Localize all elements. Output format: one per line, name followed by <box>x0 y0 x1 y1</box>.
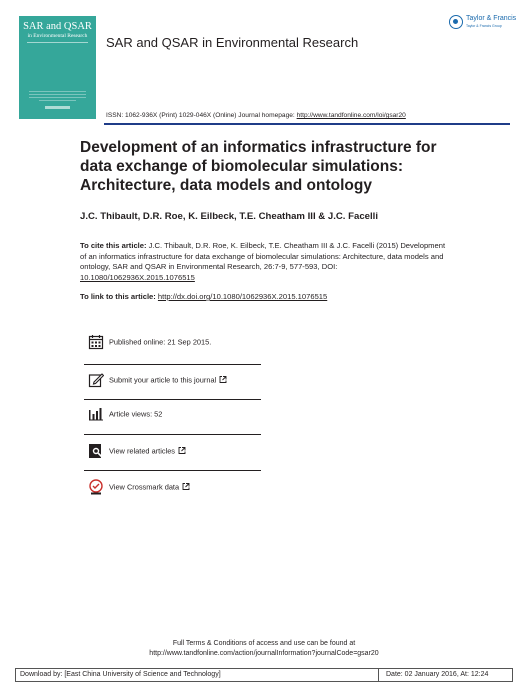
publisher-name: Taylor & Francis <box>466 15 517 22</box>
external-link-icon <box>219 376 227 384</box>
article-views-row <box>84 396 260 432</box>
terms-footer <box>0 639 528 658</box>
bar-chart-icon <box>88 406 104 422</box>
citation-doi-link[interactable]: 10.1080/1062936X.2015.1076515 <box>80 272 195 282</box>
cover-rule <box>27 42 88 43</box>
publisher-logo[interactable] <box>449 14 517 34</box>
article-views-text: Article views: 52 <box>109 409 163 419</box>
journal-title: SAR and QSAR in Environmental Research <box>106 35 359 50</box>
terms-link[interactable]: http://www.tandfonline.com/action/journalInformation?journalCode=gsar20 <box>149 649 379 657</box>
published-online-text: Published online: 21 Sep 2015. <box>109 337 212 347</box>
publisher-logo-icon <box>449 15 463 29</box>
citation-block <box>80 241 450 283</box>
cover-text-line <box>29 97 86 98</box>
citation-text: J.C. Thibault, D.R. Roe, K. Eilbeck, T.E. Cheatham III & J.C. Facelli (2015) Development of an informatics infrastructure for data exchange of biomolecular simulations: Architecture, data models and ontology, SAR and QSAR in Environmental Research, 26:7-9, 577-593, DOI: <box>80 241 446 272</box>
crossmark-row[interactable] <box>84 469 260 505</box>
calendar-icon <box>88 334 104 350</box>
published-online-row <box>84 324 260 360</box>
issn-text: ISSN: 1062-936X (Print) 1029-046X (Online) Journal homepage: <box>106 112 297 119</box>
submit-article-row[interactable] <box>84 362 260 398</box>
journal-cover <box>19 16 96 119</box>
cover-subtitle: in Environmental Research <box>27 33 88 39</box>
publisher-subtitle: Taylor & Francis Group <box>466 24 502 28</box>
cover-text-line <box>29 94 86 95</box>
cover-text-line <box>39 100 76 101</box>
header-rule <box>104 123 510 125</box>
article-link[interactable]: http://dx.doi.org/10.1080/1062936X.2015.1076515 <box>157 292 328 301</box>
article-title: Development of an informatics infrastructure for data exchange of biomolecular simulations: Architecture, data models and ontology <box>80 139 437 194</box>
cover-text-line <box>29 91 86 92</box>
article-link-label: To link to this article: <box>80 292 158 301</box>
external-link-icon <box>178 447 186 455</box>
terms-line: Full Terms & Conditions of access and use can be found at <box>172 640 356 647</box>
article-authors: J.C. Thibault, D.R. Roe, K. Eilbeck, T.E. Cheatham III & J.C. Facelli <box>80 211 379 222</box>
cover-publisher-logo <box>45 106 70 109</box>
crossmark-icon <box>88 479 104 495</box>
issn-line <box>106 112 406 119</box>
downloaded-by: Download by: [East China University of Science and Technology] <box>20 671 221 678</box>
related-articles-link[interactable]: View related articles <box>109 447 186 456</box>
article-link-block <box>80 292 450 303</box>
related-articles-row[interactable] <box>84 433 260 469</box>
download-date: Date: 02 January 2016, At: 12:24 <box>386 671 489 678</box>
download-info-bar <box>15 668 513 682</box>
edit-icon <box>88 372 104 388</box>
related-articles-icon <box>88 443 104 459</box>
cover-title: SAR and QSAR <box>23 21 92 32</box>
crossmark-link[interactable]: View Crossmark data <box>109 483 190 492</box>
citation-label: To cite this article: <box>80 241 149 250</box>
journal-homepage-link[interactable]: http://www.tandfonline.com/loi/gsar20 <box>296 112 406 119</box>
submit-article-link[interactable]: Submit your article to this journal <box>109 376 227 385</box>
external-link-icon <box>182 483 190 491</box>
download-bar-divider <box>378 669 379 681</box>
